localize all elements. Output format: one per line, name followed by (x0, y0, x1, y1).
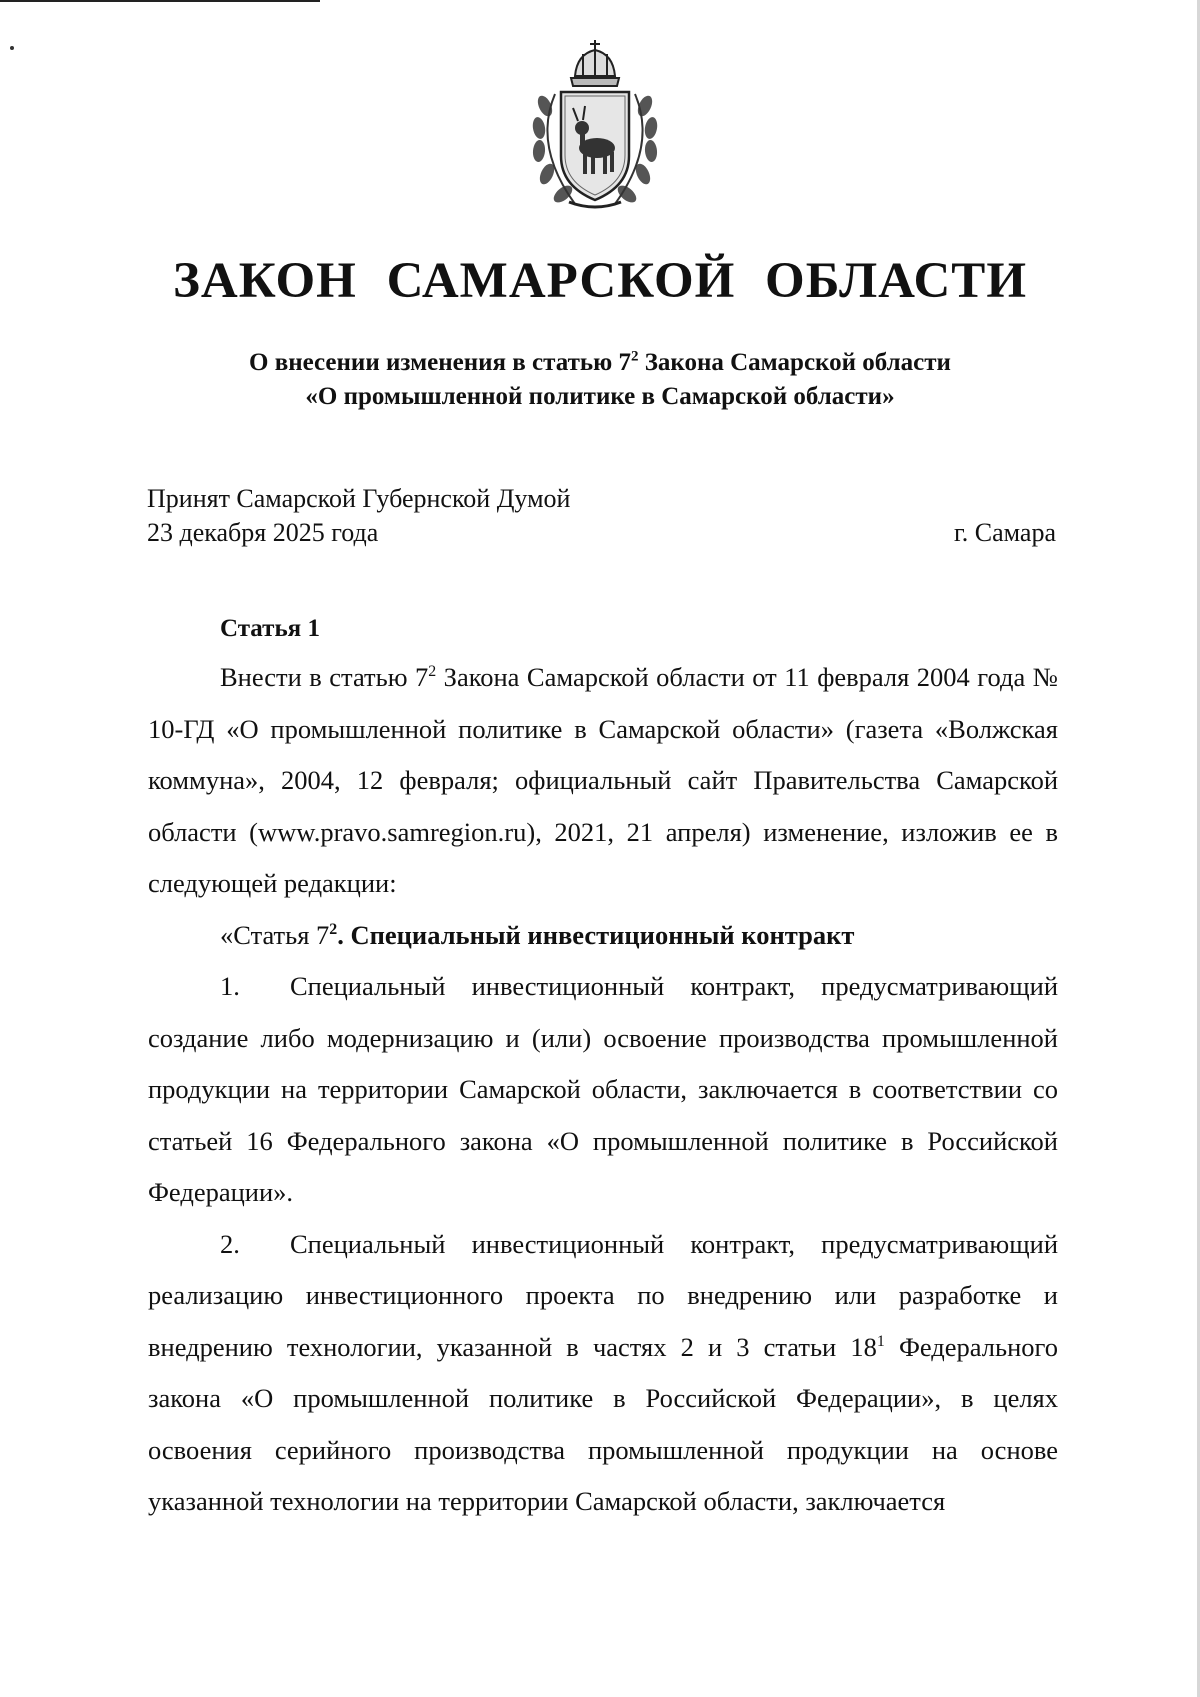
paragraph-text: Внести в статью 7 (220, 662, 429, 692)
item-number: 1. (220, 971, 240, 1001)
document-title: ЗАКОН САМАРСКОЙ ОБЛАСТИ (173, 253, 1027, 309)
paragraph-text: Закона Самарской области от 11 февраля 2004 года № 10-ГД «О промышленной политике в Самарской области» (газета «Волжская коммуна», 2004, 12 февраля; официальный сайт Правительства Самарской области (www.pravo.samregion.ru), 2021, 21 апреля) изменение, изложив ее в следующей редакции: (148, 662, 1058, 898)
subtitle-text: Закона Самарской области (638, 349, 951, 376)
superscript: 1 (876, 1332, 885, 1350)
article-heading: Статья 1 (220, 615, 320, 642)
item-number: 2. (220, 1228, 240, 1259)
article-prefix: «Статья 7 (220, 919, 330, 950)
samara-coat-of-arms-icon (525, 36, 665, 216)
article-7-2-heading (148, 910, 1058, 962)
document-subtitle (150, 346, 1050, 414)
subtitle-line-1 (150, 346, 1050, 380)
article-title: . Специальный инвестиционный контракт (337, 919, 855, 950)
item-1 (148, 961, 1058, 1219)
subtitle-line-2: «О промышленной политике в Самарской области» (305, 383, 895, 410)
item-text: Федерального закона «О промышленной политике в Российской Федерации», в целях освоения серийного производства промышленной продукции на основе указанной технологии на территории Самарской области, заключается (148, 1331, 1058, 1516)
item-text: Специальный инвестиционный контракт, предусматривающий создание либо модернизацию и (или) освоение производства промышленной продукции на территории Самарской области, заключается в соответствии со статьей 16 Федерального закона «О промышленной политике в Российской Федерации». (148, 971, 1058, 1207)
superscript: 2 (329, 920, 338, 938)
adoption-date: 23 декабря 2025 года (147, 518, 379, 547)
scan-speck (10, 46, 14, 50)
subtitle-text: О внесении изменения в статью 7 (249, 349, 631, 376)
paragraph-1 (148, 652, 1058, 910)
scan-edge-top (0, 0, 320, 2)
superscript: 2 (630, 348, 639, 365)
city: г. Самара (954, 518, 1056, 547)
superscript: 2 (428, 663, 437, 681)
adopted-by: Принят Самарской Губернской Думой (147, 484, 571, 513)
item-2 (148, 1219, 1058, 1528)
article-body (148, 652, 1058, 1528)
adoption-info (147, 482, 570, 550)
item-text: Специальный инвестиционный контракт, предусматривающий реализацию инвестиционного проекта по внедрению или разработке и внедрению технологии, указанной в частях 2 и 3 статьи 18 (148, 1228, 1058, 1362)
